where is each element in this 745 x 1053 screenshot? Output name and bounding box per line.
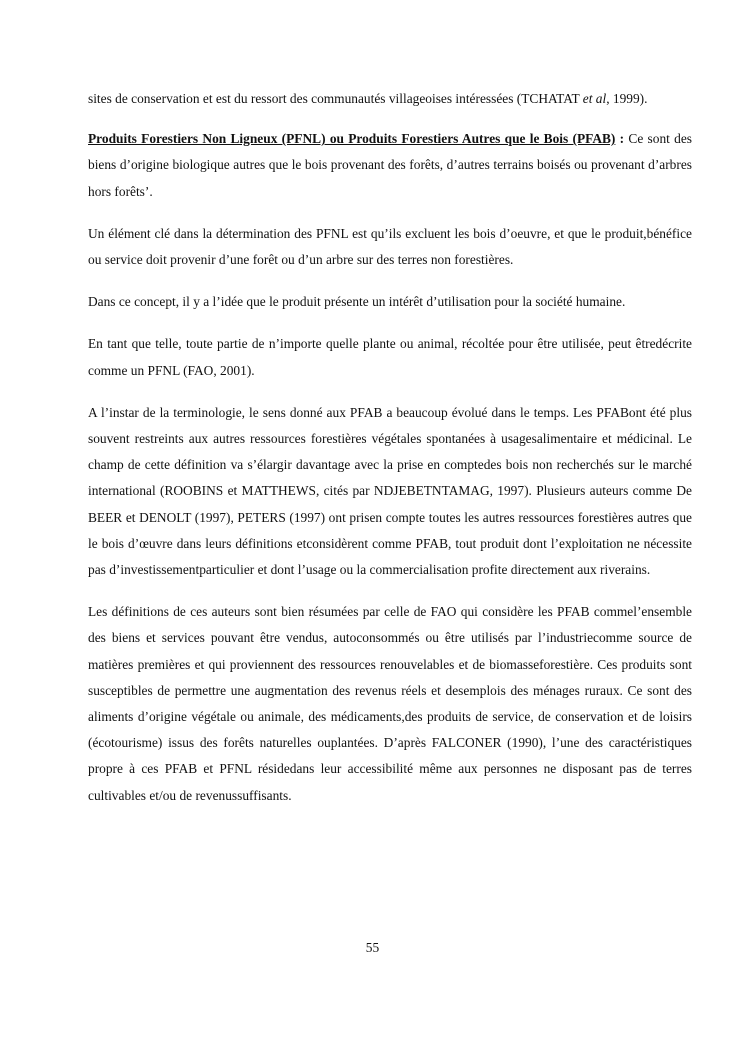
paragraph-text: , 1999).: [606, 91, 648, 106]
definition-text: Ce sont des biens d’origine biologique autres que le bois provenant des forêts, d’autres terrains boisés ou provenant d’arbres hors forêts’.: [88, 131, 692, 199]
paragraph-citation-continuation: [88, 86, 692, 112]
definition-colon: :: [615, 131, 625, 147]
paragraph-terminology: A l’instar de la terminologie, le sens donné aux PFAB a beaucoup évolué dans le temps. Les PFABont été plus souvent restreints aux autres ressources forestières végétales spontanées à usagesalimentaire et médicinal. Le champ de cette définition va s’élargir davantage avec la prise en comptedes bois non recherchés sur le marché international (ROOBINS et MATTHEWS, cités par NDJEBETNTAMAG, 1997). Plusieurs auteurs comme De BEER et DENOLT (1997), PETERS (1997) ont prisen compte toutes les autres ressources forestières autres que le bois d’œuvre dans leurs définitions etconsidèrent comme PFAB, tout produit dont l’exploitation ne nécessite pas d’investissementparticulier et dont l’usage ou la commercialisation profite directement aux riverains.: [88, 404, 692, 578]
paragraph-as-such: En tant que telle, toute partie de n’importe quelle plante ou animal, récoltée pour être utilisée, peut êtredécrite comme un PFNL (FAO, 2001).: [88, 336, 692, 378]
paragraph-fao-definition: Les définitions de ces auteurs sont bien résumées par celle de FAO qui considère les PFAB commel’ensemble des biens et services pouvant être vendus, autoconsommés ou être utilisés par l’industriecomme source de matières premières et qui proviennent des ressources renouvelables et de biomasseforestière. Ces produits sont susceptibles de permettre une augmentation des revenus réels et desemplois des ménages ruraux. Ce sont des aliments d’origine végétale ou animale, des médicaments,des produits de service, de conservation et de loisirs (écotourisme) issus des forêts naturelles ouplantées. D’après FALCONER (1990), l’une des caractéristiques propre à ces PFAB et PFNL résidedans leur accessibilité même aux personnes ne disposant pas de terres cultivables et/ou de revenussuffisants.: [88, 604, 692, 803]
citation-italic: et al: [582, 91, 607, 106]
paragraph-definition: [88, 126, 692, 205]
paragraph-key-element: Un élément clé dans la détermination des PFNL est qu’ils excluent les bois d’oeuvre, et que le produit,bénéfice ou service doit provenir d’une forêt ou d’un arbre sur des terres non forestières.: [88, 225, 692, 268]
paragraph-text: sites de conservation et est du ressort des communautés villageoises intéressées (TCHATAT: [88, 91, 583, 106]
document-page: [88, 86, 692, 825]
definition-term: Produits Forestiers Non Ligneux (PFNL) ou Produits Forestiers Autres que le Bois (PFAB): [88, 131, 616, 147]
paragraph-concept: Dans ce concept, il y a l’idée que le produit présente un intérêt d’utilisation pour la société humaine.: [88, 294, 626, 310]
page-number: 55: [365, 940, 380, 955]
